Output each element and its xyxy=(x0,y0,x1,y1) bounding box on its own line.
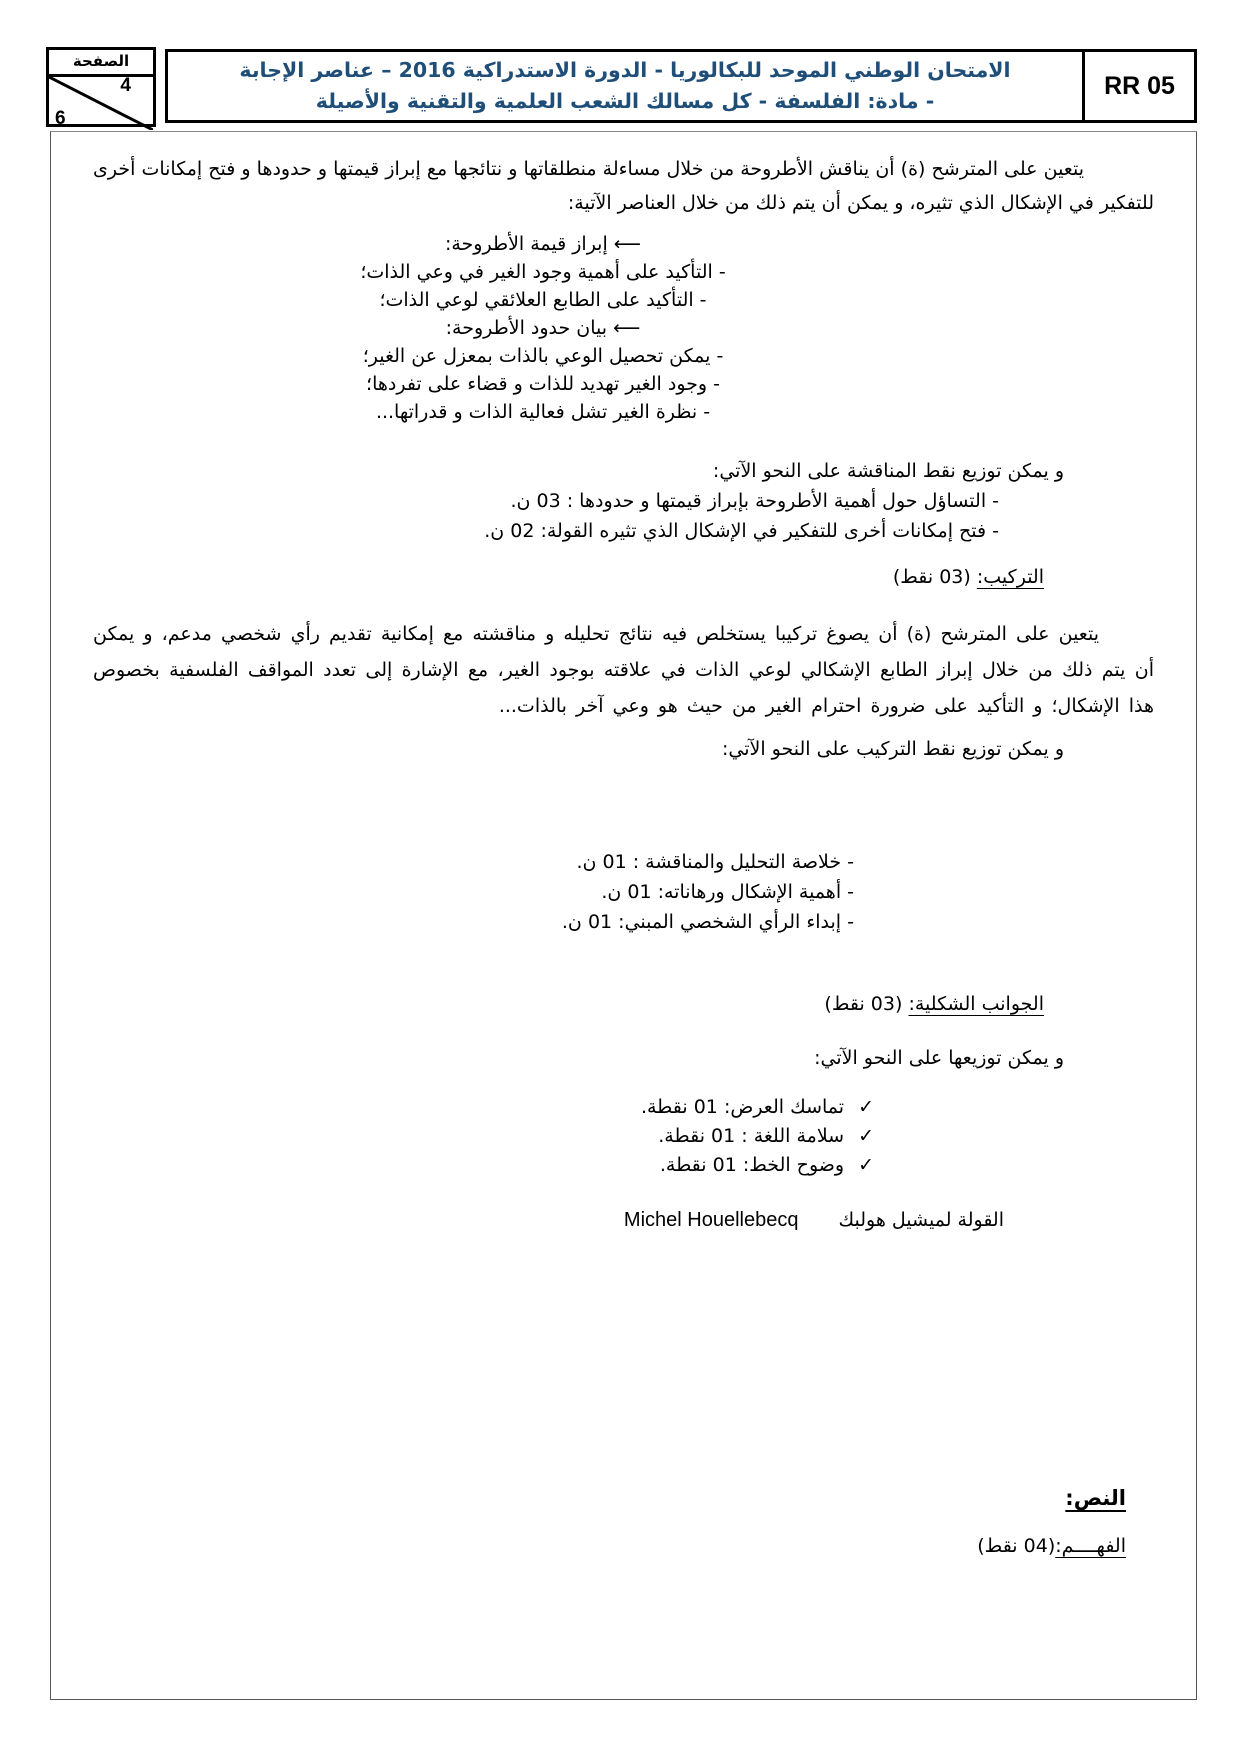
synthesis-heading xyxy=(93,562,1154,592)
quote-attribution xyxy=(93,1205,1154,1235)
list-item: - نظرة الغير تشل فعالية الذات و قدراتها... xyxy=(375,401,711,423)
attribution-arabic: القولة لميشيل هولبك xyxy=(838,1209,1004,1231)
list-item: - التأكيد على أهمية وجود الغير في وعي الذات؛ xyxy=(360,261,726,283)
comprehension-label: الفهــــم: xyxy=(1055,1535,1126,1557)
total-pages-number: 6 xyxy=(55,108,66,129)
answer-sheet-frame xyxy=(50,131,1197,1700)
comprehension-heading xyxy=(93,1531,1154,1561)
text-section-heading xyxy=(93,1481,1154,1515)
list-item: ⟵ إبراز قيمة الأطروحة: xyxy=(444,233,642,255)
discussion-marks-list xyxy=(93,486,1154,546)
checklist-text: تماسك العرض: 01 نقطة. xyxy=(640,1096,845,1118)
list-item: - إبداء الرأي الشخصي المبني: 01 ن. xyxy=(561,911,854,933)
list-item: - التأكيد على الطابع العلائقي لوعي الذات؛ xyxy=(379,289,707,311)
synthesis-marks-intro: و يمكن توزيع نقط التركيب على النحو الآتي: xyxy=(722,738,1064,760)
checklist-text: وضوح الخط: 01 نقطة. xyxy=(659,1154,845,1176)
checkmark-icon: ✓ xyxy=(858,1154,874,1176)
form-code: RR 05 xyxy=(1082,52,1194,120)
synthesis-marks-list xyxy=(93,847,1154,937)
list-item: - وجود الغير تهديد للذات و قضاء على تفردها؛ xyxy=(366,373,720,395)
checkmark-icon: ✓ xyxy=(858,1125,874,1147)
synthesis-heading-marks: (03 نقط) xyxy=(892,566,971,588)
exam-title xyxy=(168,52,1082,120)
list-item: - يمكن تحصيل الوعي بالذات بمعزل عن الغير؛ xyxy=(362,345,724,367)
list-item: - أهمية الإشكال ورهاناته: 01 ن. xyxy=(601,881,854,903)
text-section-heading-label: النص: xyxy=(1065,1486,1126,1510)
list-item: - خلاصة التحليل والمناقشة : 01 ن. xyxy=(576,851,854,873)
synthesis-heading-label: التركيب: xyxy=(976,566,1044,588)
formal-aspects-heading-label: الجوانب الشكلية: xyxy=(908,993,1044,1015)
formal-marks-intro: و يمكن توزيعها على النحو الآتي: xyxy=(814,1047,1064,1069)
list-item xyxy=(93,1151,874,1180)
list-item xyxy=(93,1093,874,1122)
page-label: الصفحة xyxy=(49,50,153,77)
synthesis-paragraph: يتعين على المترشح (ة) أن يصوغ تركيبا يستخلص فيه نتائج تحليله و مناقشته مع إمكانية تقديم رأي شخصي مدعم، و يمكن أن يتم ذلك من خلال إبراز الطابع الإشكالي لوعي الذات في علاقته بوجود الغير، مع الإشارة إلى تعدد المواقف الفلسفية بخصوص هذا الإشكال؛ و التأكيد على ضرورة احترام الغير من حيث هو وعي آخر بالذات... xyxy=(93,623,1154,717)
attribution-latin: Michel Houellebecq xyxy=(623,1209,799,1231)
list-item: - التساؤل حول أهمية الأطروحة بإبراز قيمتها و حدودها : 03 ن. xyxy=(510,490,999,512)
page-number-box xyxy=(46,47,156,127)
checklist-text: سلامة اللغة : 01 نقطة. xyxy=(658,1125,845,1147)
discussion-intro-paragraph: يتعين على المترشح (ة) أن يناقش الأطروحة من خلال مساءلة منطلقاتها و نتائجها مع إبراز قيمتها و حدودها و فتح إمكانات أخرى للتفكير في الإشكال الذي تثيره، و يمكن أن يتم ذلك من خلال العناصر الآتية: xyxy=(93,158,1154,214)
list-item: ⟵ بيان حدود الأطروحة: xyxy=(445,317,641,339)
formal-aspects-heading-marks: (03 نقط) xyxy=(824,993,903,1015)
formal-checklist xyxy=(93,1093,1154,1180)
current-page-number: 4 xyxy=(120,75,131,96)
checkmark-icon: ✓ xyxy=(858,1096,874,1118)
list-item: - فتح إمكانات أخرى للتفكير في الإشكال الذي تثيره القولة: 02 ن. xyxy=(484,520,999,542)
exam-title-line2: - مادة: الفلسفة - كل مسالك الشعب العلمية والتقنية والأصيلة xyxy=(315,89,935,113)
discussion-points-list xyxy=(93,230,993,426)
exam-header xyxy=(165,49,1197,123)
formal-aspects-heading xyxy=(93,989,1154,1019)
comprehension-marks: (04 نقط) xyxy=(977,1535,1056,1557)
page-fraction-cell xyxy=(49,77,153,130)
list-item xyxy=(93,1122,874,1151)
exam-title-line1: الامتحان الوطني الموحد للبكالوريا - الدورة الاستدراكية 2016 – عناصر الإجابة xyxy=(239,58,1011,82)
discussion-marks-intro: و يمكن توزيع نقط المناقشة على النحو الآتي: xyxy=(712,460,1064,482)
